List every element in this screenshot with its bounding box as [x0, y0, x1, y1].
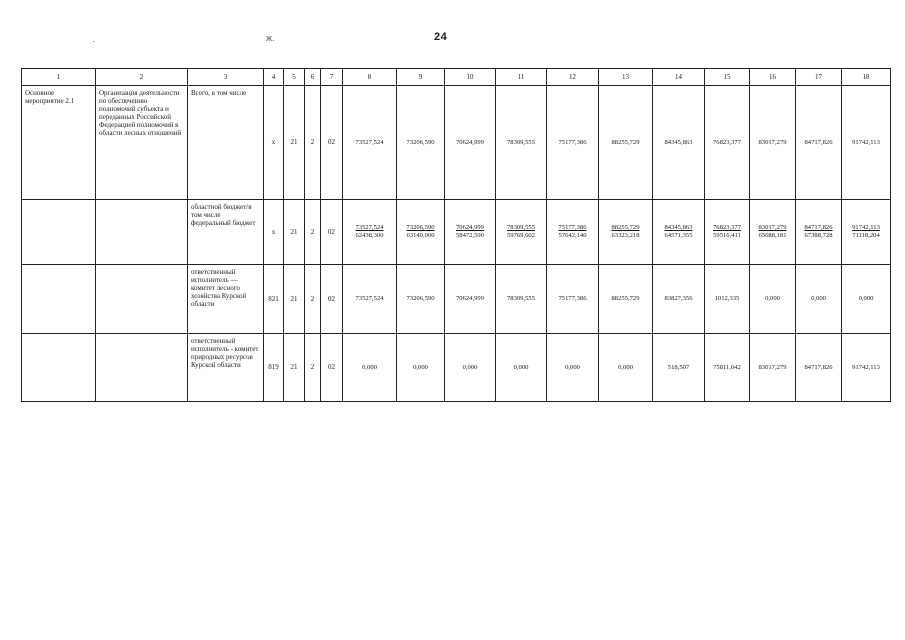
- code-cell: 2: [305, 86, 321, 200]
- code-cell: 821: [264, 265, 284, 334]
- value-cell: 78309,555: [496, 265, 547, 334]
- value-cell: [496, 200, 547, 265]
- federal-value: 59769,602: [506, 232, 536, 239]
- column-header: 2: [96, 69, 188, 86]
- value-cell: 73527,524: [343, 86, 397, 200]
- value-cell: 0,000: [547, 334, 599, 402]
- code-cell: 02: [321, 86, 343, 200]
- value-cell: 0,000: [842, 265, 891, 334]
- code-cell: 819: [264, 334, 284, 402]
- value-cell: [445, 200, 496, 265]
- column-header: 16: [750, 69, 796, 86]
- value-cell: 0,000: [397, 334, 445, 402]
- value-cell: 84717,826: [796, 86, 842, 200]
- value-cell: 91742,113: [842, 86, 891, 200]
- stray-mark: ·: [92, 36, 95, 46]
- table-row: [22, 265, 891, 334]
- code-cell: х: [264, 200, 284, 265]
- column-header: 5: [284, 69, 305, 86]
- value-cell: 0,000: [445, 334, 496, 402]
- code-cell: 2: [305, 200, 321, 265]
- value-cell: 88255,729: [599, 86, 653, 200]
- value-cell: 84717,826: [796, 334, 842, 402]
- code-cell: 2: [305, 334, 321, 402]
- measure-name-cell: Основное мероприятие 2.1: [22, 86, 96, 200]
- value-cell: 75177,386: [547, 86, 599, 200]
- table-row: [22, 200, 891, 265]
- value-cell: 75811,042: [705, 334, 750, 402]
- measure-name-cell: [22, 265, 96, 334]
- value-cell: 0,000: [343, 334, 397, 402]
- regional-value: 84717,826: [804, 224, 833, 232]
- stray-mark: ж.: [266, 33, 275, 43]
- table-row: [22, 334, 891, 402]
- federal-value: 63323,218: [611, 232, 640, 239]
- regional-value: 78309,555: [506, 224, 536, 232]
- measure-description-cell: [96, 334, 188, 402]
- code-cell: 21: [284, 86, 305, 200]
- budget-table: [21, 68, 891, 402]
- regional-value: 84345,863: [664, 224, 693, 232]
- value-cell: 0,000: [599, 334, 653, 402]
- regional-value: 75177,386: [558, 224, 587, 232]
- value-cell: 88255,729: [599, 265, 653, 334]
- code-cell: 2: [305, 265, 321, 334]
- header-row: [22, 69, 891, 86]
- federal-value: 62438,300: [355, 232, 384, 239]
- page-number: 24: [434, 31, 448, 43]
- funding-source-cell: ответственный исполнитель - комитет природных ресурсов Курской области: [188, 334, 264, 402]
- funding-source-cell: ответственный исполнитель — комитет лесного хозяйства Курской области: [188, 265, 264, 334]
- measure-description-cell: [96, 265, 188, 334]
- value-cell: 1012,335: [705, 265, 750, 334]
- measure-name-cell: [22, 200, 96, 265]
- federal-value: 58472,590: [455, 232, 485, 239]
- column-header: 17: [796, 69, 842, 86]
- federal-value: 64571,355: [664, 232, 693, 239]
- value-cell: [705, 200, 750, 265]
- column-header: 1: [22, 69, 96, 86]
- value-cell: 0,000: [750, 265, 796, 334]
- value-cell: [796, 200, 842, 265]
- value-cell: 73206,590: [397, 86, 445, 200]
- value-cell: [842, 200, 891, 265]
- value-cell: 73527,524: [343, 265, 397, 334]
- code-cell: 02: [321, 200, 343, 265]
- value-cell: [397, 200, 445, 265]
- value-cell: 76823,377: [705, 86, 750, 200]
- value-cell: 70624,999: [445, 265, 496, 334]
- measure-description-cell: Организация деятельности по обеспечению полномочий субъекта и переданных Российской Федерацией полномочий в области лесных отношений: [96, 86, 188, 200]
- value-cell: 73206,590: [397, 265, 445, 334]
- value-cell: 83827,356: [653, 265, 705, 334]
- column-header: 13: [599, 69, 653, 86]
- regional-value: 70624,999: [455, 224, 485, 232]
- federal-value: 65688,181: [758, 232, 787, 239]
- column-header: 14: [653, 69, 705, 86]
- column-header: 3: [188, 69, 264, 86]
- value-cell: [547, 200, 599, 265]
- value-cell: [599, 200, 653, 265]
- value-cell: [750, 200, 796, 265]
- federal-value: 71118,204: [852, 232, 880, 239]
- value-cell: 0,000: [496, 334, 547, 402]
- value-cell: 84345,863: [653, 86, 705, 200]
- code-cell: 21: [284, 265, 305, 334]
- code-cell: 02: [321, 334, 343, 402]
- column-header: 12: [547, 69, 599, 86]
- regional-value: 91742,113: [852, 224, 880, 232]
- column-header: 15: [705, 69, 750, 86]
- regional-value: 73206,590: [406, 224, 435, 232]
- federal-value: 67388,728: [804, 232, 833, 239]
- regional-value: 83017,279: [758, 224, 787, 232]
- value-cell: 83017,279: [750, 334, 796, 402]
- funding-source-cell: областной бюджет/в том числе федеральный бюджет: [188, 200, 264, 265]
- federal-value: 63149,000: [406, 232, 435, 239]
- code-cell: 21: [284, 334, 305, 402]
- regional-value: 88255,729: [611, 224, 640, 232]
- federal-value: 57642,140: [558, 232, 587, 239]
- value-cell: [653, 200, 705, 265]
- column-header: 11: [496, 69, 547, 86]
- measure-name-cell: [22, 334, 96, 402]
- column-header: 10: [445, 69, 496, 86]
- column-header: 18: [842, 69, 891, 86]
- value-cell: 0,000: [796, 265, 842, 334]
- column-header: 7: [321, 69, 343, 86]
- regional-value: 76823,377: [712, 224, 742, 232]
- column-header: 9: [397, 69, 445, 86]
- column-header: 6: [305, 69, 321, 86]
- measure-description-cell: [96, 200, 188, 265]
- value-cell: [343, 200, 397, 265]
- value-cell: 518,507: [653, 334, 705, 402]
- code-cell: 21: [284, 200, 305, 265]
- column-header: 8: [343, 69, 397, 86]
- code-cell: х: [264, 86, 284, 200]
- regional-value: 73527,524: [355, 224, 384, 232]
- value-cell: 83017,279: [750, 86, 796, 200]
- column-header: 4: [264, 69, 284, 86]
- federal-value: 59516,411: [713, 232, 741, 239]
- value-cell: 70624,999: [445, 86, 496, 200]
- value-cell: 91742,113: [842, 334, 891, 402]
- funding-source-cell: Всего, в том числе: [188, 86, 264, 200]
- code-cell: 02: [321, 265, 343, 334]
- table-row: [22, 86, 891, 200]
- value-cell: 75177,386: [547, 265, 599, 334]
- value-cell: 78309,555: [496, 86, 547, 200]
